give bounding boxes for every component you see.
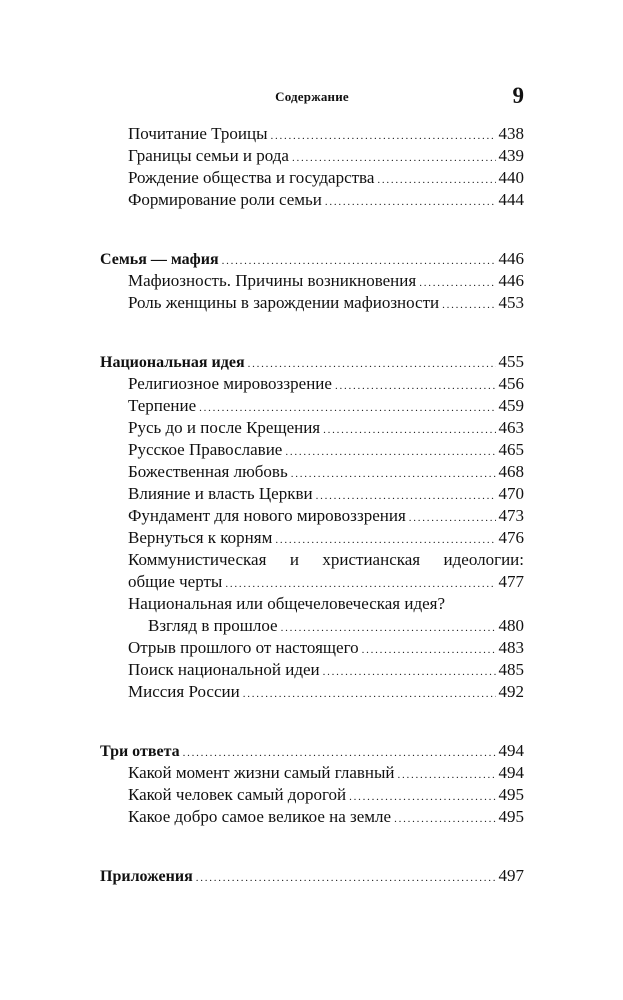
toc-chapter-page: 494: [498, 741, 524, 760]
toc-entry-wrapped-line1: [100, 593, 524, 615]
toc-entry: [100, 461, 524, 483]
dot-leader: [183, 740, 496, 764]
toc-entry: [100, 373, 524, 395]
toc-entry-page: 480: [498, 616, 524, 635]
dot-leader: [196, 865, 496, 889]
toc-entry-title: Терпение: [128, 396, 197, 415]
page-number: 9: [512, 83, 524, 108]
toc-entry-page: 492: [498, 682, 524, 701]
toc-entry: [100, 395, 524, 417]
dot-leader: [316, 483, 496, 507]
toc-entry-title: Русь до и после Крещения: [128, 418, 321, 437]
toc-entry-title: Формирование роли семьи: [128, 190, 322, 209]
toc-entry-page: 485: [498, 660, 524, 679]
toc-entry-title: Какой момент жизни самый главный: [128, 763, 395, 782]
toc-entry-title: Миссия России: [128, 682, 240, 701]
section-gap: [100, 828, 524, 865]
section-gap: [100, 703, 524, 740]
dot-leader: [243, 681, 496, 705]
toc-entry-page: 495: [498, 785, 524, 804]
toc-word: Коммунистическая: [128, 550, 267, 569]
toc-entry: [100, 681, 524, 703]
toc-entry-page: 438: [498, 124, 524, 143]
toc-entry-title: Вернуться к корням: [128, 528, 273, 547]
toc-entry-wrapped-line1: [100, 549, 524, 571]
dot-leader: [377, 167, 495, 191]
toc-entry: [100, 784, 524, 806]
toc-entry: [100, 505, 524, 527]
toc-entry-title: Отрыв прошлого от настоящего: [128, 638, 359, 657]
dot-leader: [225, 571, 495, 595]
toc-entry-page: 476: [498, 528, 524, 547]
dot-leader: [291, 461, 496, 485]
toc-chapter-title: Семья — мафия: [100, 251, 219, 268]
dot-leader: [323, 417, 495, 441]
toc-chapter-page: 455: [498, 352, 524, 371]
toc-chapter: [100, 740, 524, 762]
toc-entry-title: Роль женщины в зарождении мафиозности: [128, 293, 440, 312]
dot-leader: [325, 189, 496, 213]
dot-leader: [398, 762, 496, 786]
dot-leader: [349, 784, 495, 808]
toc-entry-wrapped-line2: [100, 571, 524, 593]
toc-entry-title: Взгляд в прошлое: [148, 616, 278, 635]
toc-entry-page: 439: [498, 146, 524, 165]
toc-entry-wrapped-line2: [100, 615, 524, 637]
running-title: Содержание: [275, 89, 349, 104]
toc-entry: [100, 417, 524, 439]
toc-entry-page: 483: [498, 638, 524, 657]
dot-leader: [362, 637, 496, 661]
toc-entry-page: 468: [498, 462, 524, 481]
toc-entry-title: Границы семьи и рода: [128, 146, 289, 165]
toc-chapter: [100, 865, 524, 887]
table-of-contents: [100, 123, 524, 887]
toc-chapter-title: Приложения: [100, 868, 193, 885]
toc-entry: [100, 270, 524, 292]
dot-leader: [292, 145, 496, 169]
toc-entry-page: 473: [498, 506, 524, 525]
toc-entry-page: 465: [498, 440, 524, 459]
toc-entry-title: Божественная любовь: [128, 462, 288, 481]
toc-chapter: [100, 248, 524, 270]
toc-chapter-title: Национальная идея: [100, 354, 245, 371]
toc-entry-title: общие черты: [128, 572, 223, 591]
toc-entry-page: 456: [498, 374, 524, 393]
toc-entry-title: Мафиозность. Причины возникновения: [128, 271, 417, 290]
dot-leader: [335, 373, 496, 397]
toc-entry: [100, 189, 524, 211]
toc-entry-title: Почитание Троицы: [128, 124, 268, 143]
toc-entry-page: 495: [498, 807, 524, 826]
toc-entry-page: 440: [498, 168, 524, 187]
dot-leader: [409, 505, 496, 529]
toc-entry: [100, 292, 524, 314]
toc-entry: [100, 439, 524, 461]
toc-entry-page: 494: [498, 763, 524, 782]
toc-entry: [100, 659, 524, 681]
dot-leader: [248, 351, 496, 375]
toc-entry-page: 444: [498, 190, 524, 209]
toc-entry: [100, 637, 524, 659]
book-page: [100, 0, 524, 1000]
toc-word: христианская: [322, 550, 421, 569]
toc-word: идеологии:: [443, 550, 524, 569]
toc-entry: [100, 145, 524, 167]
dot-leader: [285, 439, 495, 463]
dot-leader: [323, 659, 496, 683]
dot-leader: [442, 292, 495, 316]
toc-chapter-title: Три ответа: [100, 743, 180, 760]
toc-entry-title: Фундамент для нового мировоззрения: [128, 506, 406, 525]
toc-entry-title: Какой человек самый дорогой: [128, 785, 347, 804]
dot-leader: [419, 270, 495, 294]
toc-entry: [100, 806, 524, 828]
toc-entry: [100, 762, 524, 784]
toc-entry-title: Религиозное мировоззрение: [128, 374, 332, 393]
toc-entry-title: Рождение общества и государства: [128, 168, 375, 187]
toc-entry-title: Поиск национальной идеи: [128, 660, 320, 679]
toc-chapter: [100, 351, 524, 373]
toc-chapter-page: 497: [498, 866, 524, 885]
toc-entry-page: 453: [498, 293, 524, 312]
toc-entry-page: 463: [498, 418, 524, 437]
toc-chapter-page: 446: [498, 249, 524, 268]
toc-entry: [100, 483, 524, 505]
toc-entry: [100, 527, 524, 549]
dot-leader: [271, 123, 496, 147]
dot-leader: [222, 248, 496, 272]
toc-entry-page: 470: [498, 484, 524, 503]
section-gap: [100, 211, 524, 248]
toc-entry-page: 477: [498, 572, 524, 591]
toc-entry-page: 446: [498, 271, 524, 290]
toc-entry-title: Влияние и власть Церкви: [128, 484, 313, 503]
dot-leader: [394, 806, 495, 830]
page-header: [100, 83, 524, 113]
toc-entry-title: Русское Православие: [128, 440, 283, 459]
dot-leader: [281, 615, 496, 639]
section-gap: [100, 314, 524, 351]
toc-entry: [100, 167, 524, 189]
toc-entry-title: Какое добро самое великое на земле: [128, 807, 392, 826]
toc-entry: [100, 123, 524, 145]
dot-leader: [275, 527, 495, 551]
dot-leader: [199, 395, 495, 419]
toc-word: и: [289, 550, 299, 569]
toc-entry-title: Национальная или общечеловеческая идея?: [128, 594, 446, 613]
toc-entry-page: 459: [498, 396, 524, 415]
